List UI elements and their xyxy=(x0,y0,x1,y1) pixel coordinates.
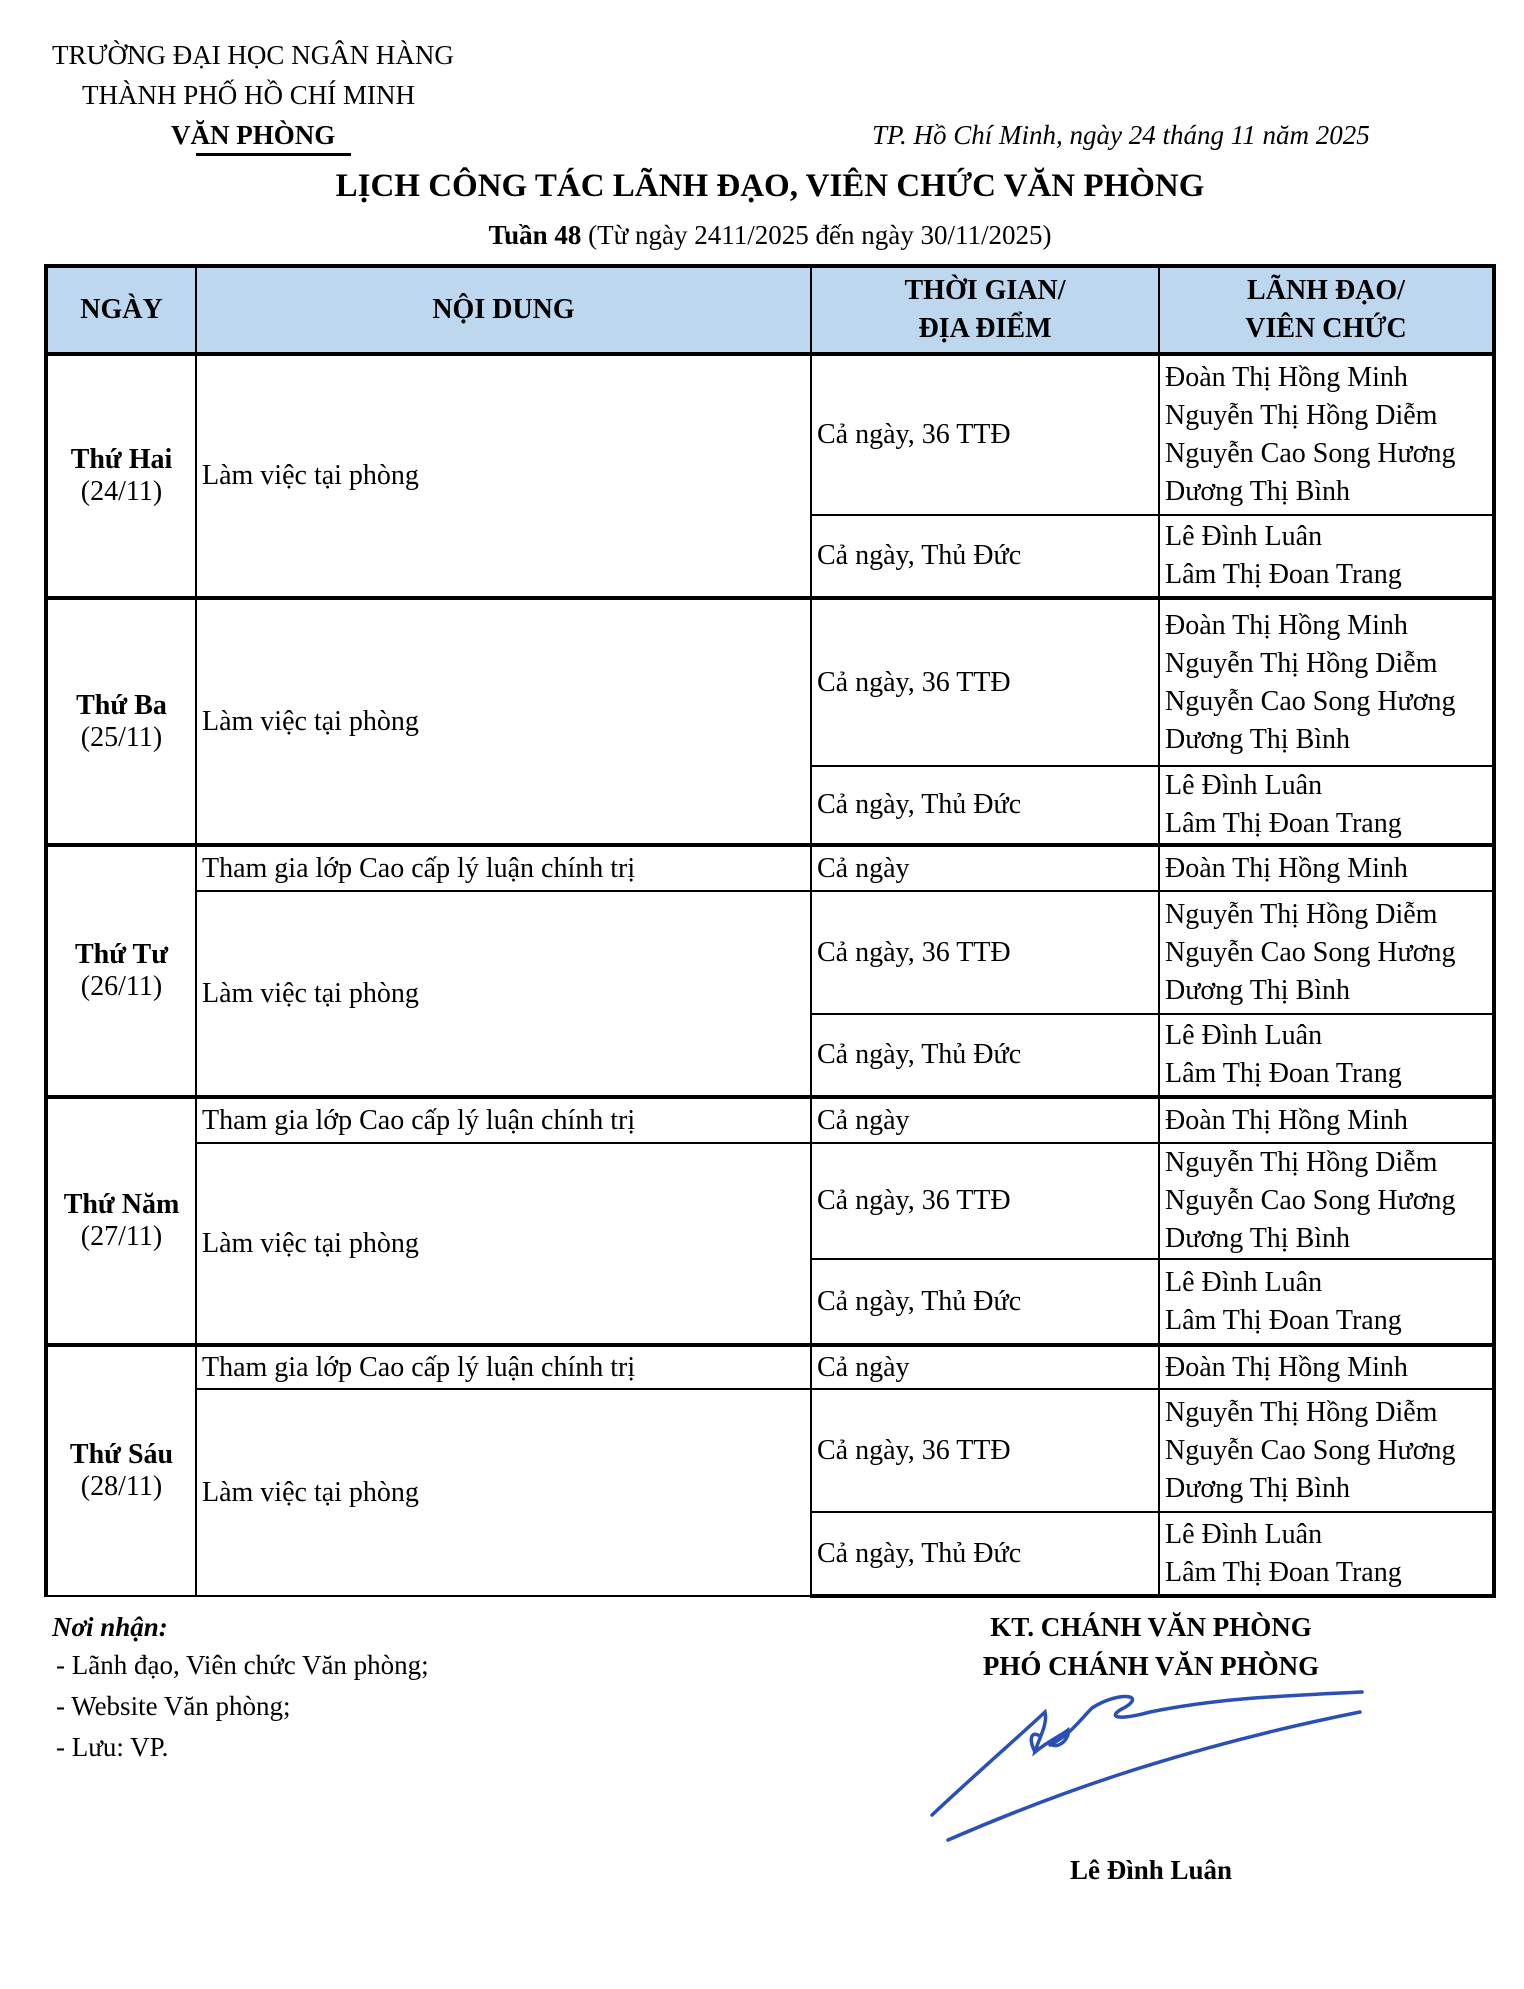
recipients-label: Nơi nhận: xyxy=(52,1612,168,1642)
table-row xyxy=(46,845,1494,891)
table-row xyxy=(46,1097,1494,1143)
staff-name: Nguyễn Thị Hồng Diễm xyxy=(1165,898,1438,930)
staff-name: Đoàn Thị Hồng Minh xyxy=(1165,1351,1408,1383)
day-date: (27/11) xyxy=(80,1221,163,1252)
day-name: Thứ Ba xyxy=(76,689,167,721)
sign-title-1: KT. CHÁNH VĂN PHÒNG xyxy=(990,1612,1312,1642)
day-date: (24/11) xyxy=(80,476,163,507)
content-cell: Tham gia lớp Cao cấp lý luận chính trị xyxy=(196,1097,811,1143)
staff-name: Lâm Thị Đoan Trang xyxy=(1165,808,1402,839)
content-cell: Làm việc tại phòng xyxy=(196,1143,811,1345)
time-place-cell: Cả ngày, 36 TTĐ xyxy=(811,598,1159,766)
content-cell: Làm việc tại phòng xyxy=(196,891,811,1097)
signer-name: Lê Đình Luân xyxy=(1069,1855,1233,1885)
dept-underline xyxy=(196,153,351,156)
staff-cell xyxy=(1159,891,1494,1014)
staff-name: Lê Đình Luân xyxy=(1165,1518,1323,1550)
time-place-cell: Cả ngày, 36 TTĐ xyxy=(811,1389,1159,1512)
staff-cell xyxy=(1159,1389,1494,1512)
table-header-row xyxy=(46,266,1494,354)
col-header-time-place: THỜI GIAN/ ĐỊA ĐIỂM xyxy=(811,266,1159,354)
staff-cell xyxy=(1159,1345,1494,1389)
time-place-cell: Cả ngày, Thủ Đức xyxy=(811,515,1159,598)
recipient-item: - Lưu: VP. xyxy=(56,1732,169,1762)
week-range: (Từ ngày 2411/2025 đến ngày 30/11/2025) xyxy=(581,220,1052,250)
day-name: Thứ Hai xyxy=(70,444,173,475)
staff-name: Dương Thị Bình xyxy=(1165,723,1351,755)
staff-name: Lê Đình Luân xyxy=(1165,1020,1323,1051)
time-place-cell: Cả ngày, 36 TTĐ xyxy=(811,1143,1159,1259)
content-cell: Tham gia lớp Cao cấp lý luận chính trị xyxy=(196,1345,811,1389)
staff-name: Nguyễn Cao Song Hương xyxy=(1165,1185,1456,1216)
place-date: TP. Hồ Chí Minh, ngày 24 tháng 11 năm 2025 xyxy=(872,120,1370,150)
col-header-day: NGÀY xyxy=(46,266,196,354)
time-place-cell: Cả ngày, Thủ Đức xyxy=(811,1512,1159,1596)
day-cell xyxy=(46,1345,196,1596)
staff-name: Nguyễn Thị Hồng Diễm xyxy=(1165,1147,1438,1178)
day-name: Thứ Sáu xyxy=(69,1439,174,1470)
department: VĂN PHÒNG xyxy=(171,120,336,150)
day-cell xyxy=(46,354,196,598)
day-cell xyxy=(46,845,196,1097)
staff-name: Nguyễn Cao Song Hương xyxy=(1165,936,1456,968)
staff-name: Đoàn Thị Hồng Minh xyxy=(1165,852,1408,884)
staff-name: Nguyễn Cao Song Hương xyxy=(1165,438,1456,469)
staff-cell xyxy=(1159,354,1494,515)
schedule-table xyxy=(44,264,1496,1598)
table-row xyxy=(46,1389,1494,1512)
recipient-item: - Lãnh đạo, Viên chức Văn phòng; xyxy=(56,1650,429,1680)
staff-name: Dương Thị Bình xyxy=(1165,1223,1351,1254)
staff-cell xyxy=(1159,845,1494,891)
day-name: Thứ Năm xyxy=(63,1189,180,1220)
staff-name: Nguyễn Thị Hồng Diễm xyxy=(1165,400,1438,431)
staff-name: Đoàn Thị Hồng Minh xyxy=(1165,609,1408,641)
staff-name: Lâm Thị Đoan Trang xyxy=(1165,1058,1402,1089)
sign-title-2: PHÓ CHÁNH VĂN PHÒNG xyxy=(982,1651,1320,1681)
org-line-1: TRƯỜNG ĐẠI HỌC NGÂN HÀNG xyxy=(52,40,454,70)
table-row xyxy=(46,598,1494,766)
content-cell: Tham gia lớp Cao cấp lý luận chính trị xyxy=(196,845,811,891)
table-row xyxy=(46,1345,1494,1389)
staff-name: Nguyễn Cao Song Hương xyxy=(1165,685,1456,717)
recipient-item: - Website Văn phòng; xyxy=(56,1691,291,1721)
document-title: LỊCH CÔNG TÁC LÃNH ĐẠO, VIÊN CHỨC VĂN PHÒNG xyxy=(335,168,1205,204)
col-header-staff: LÃNH ĐẠO/ VIÊN CHỨC xyxy=(1159,266,1494,354)
staff-name: Lê Đình Luân xyxy=(1165,1266,1323,1298)
staff-name: Nguyễn Cao Song Hương xyxy=(1165,1434,1456,1466)
day-date: (25/11) xyxy=(80,721,163,753)
staff-name: Lê Đình Luân xyxy=(1165,770,1323,801)
time-place-cell: Cả ngày xyxy=(811,1345,1159,1389)
time-place-cell: Cả ngày, 36 TTĐ xyxy=(811,354,1159,515)
staff-name: Dương Thị Bình xyxy=(1165,974,1351,1006)
day-date: (28/11) xyxy=(80,1471,163,1502)
time-place-cell: Cả ngày xyxy=(811,845,1159,891)
content-cell: Làm việc tại phòng xyxy=(196,354,811,598)
staff-name: Đoàn Thị Hồng Minh xyxy=(1165,362,1408,393)
staff-cell xyxy=(1159,766,1494,845)
staff-name: Nguyễn Thị Hồng Diễm xyxy=(1165,1396,1438,1428)
week-number: Tuần 48 xyxy=(488,220,582,250)
staff-name: Lâm Thị Đoan Trang xyxy=(1165,1304,1402,1336)
time-place-cell: Cả ngày, Thủ Đức xyxy=(811,1259,1159,1345)
day-cell xyxy=(46,1097,196,1345)
day-cell xyxy=(46,598,196,845)
staff-name: Nguyễn Thị Hồng Diễm xyxy=(1165,647,1438,679)
staff-cell xyxy=(1159,1097,1494,1143)
time-place-cell: Cả ngày, Thủ Đức xyxy=(811,766,1159,845)
week-subtitle xyxy=(489,220,1052,251)
day-date: (26/11) xyxy=(80,971,163,1002)
staff-name: Dương Thị Bình xyxy=(1165,476,1351,507)
time-place-cell: Cả ngày, 36 TTĐ xyxy=(811,891,1159,1014)
time-place-cell: Cả ngày, Thủ Đức xyxy=(811,1014,1159,1097)
table-row xyxy=(46,891,1494,1014)
col-header-content: NỘI DUNG xyxy=(196,266,811,354)
staff-name: Lê Đình Luân xyxy=(1165,521,1323,552)
staff-cell xyxy=(1159,1512,1494,1596)
time-place-cell: Cả ngày xyxy=(811,1097,1159,1143)
staff-name: Lâm Thị Đoan Trang xyxy=(1165,1556,1402,1588)
org-line-2: THÀNH PHỐ HỒ CHÍ MINH xyxy=(82,80,415,110)
staff-cell xyxy=(1159,1143,1494,1259)
staff-name: Lâm Thị Đoan Trang xyxy=(1165,559,1402,590)
staff-name: Đoàn Thị Hồng Minh xyxy=(1165,1104,1408,1136)
staff-cell xyxy=(1159,598,1494,766)
signature-image xyxy=(920,1690,1380,1850)
day-name: Thứ Tư xyxy=(74,939,169,970)
content-cell: Làm việc tại phòng xyxy=(196,1389,811,1596)
content-cell: Làm việc tại phòng xyxy=(196,598,811,845)
table-row xyxy=(46,1143,1494,1259)
staff-cell xyxy=(1159,515,1494,598)
table-row xyxy=(46,354,1494,515)
staff-name: Dương Thị Bình xyxy=(1165,1472,1351,1504)
staff-cell xyxy=(1159,1014,1494,1097)
staff-cell xyxy=(1159,1259,1494,1345)
